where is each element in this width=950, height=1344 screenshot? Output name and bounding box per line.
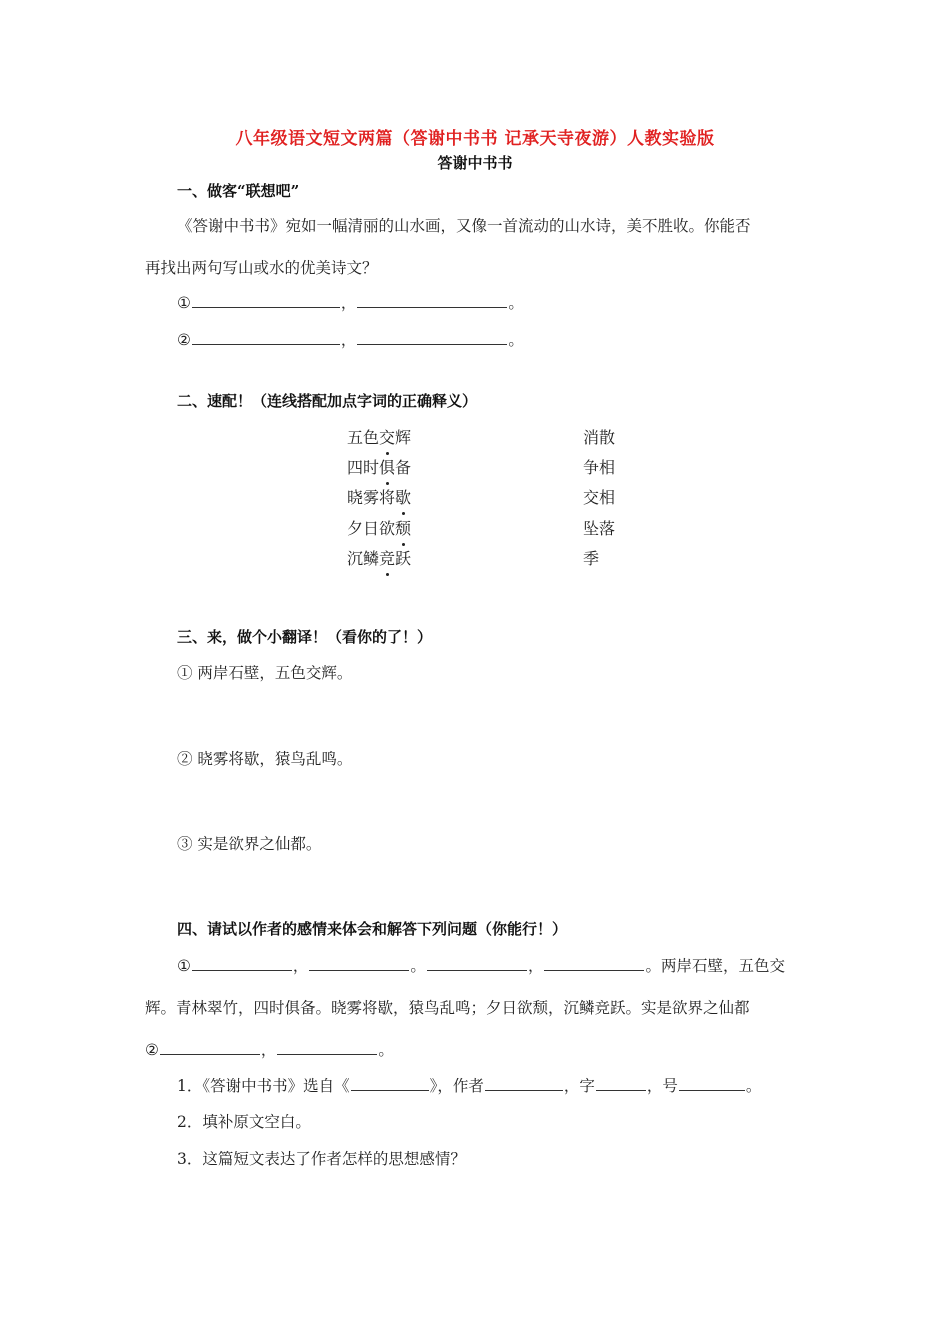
emphasis-dot-char: 俱 — [379, 455, 395, 478]
match-right-item[interactable]: 交相 — [583, 488, 616, 507]
match-left-item[interactable]: 晓雾将歇 — [347, 485, 411, 508]
circled-number-2: ② — [145, 1041, 159, 1059]
match-right-item[interactable]: 坠落 — [583, 519, 616, 538]
match-left-item[interactable]: 四时俱备 — [347, 455, 411, 478]
blank-field[interactable] — [544, 956, 644, 971]
section4-fill-line-3[interactable]: ② ， 。 — [145, 1041, 394, 1059]
translation-item: ① 两岸石壁，五色交辉。 — [177, 664, 353, 682]
period: 。 — [508, 294, 524, 312]
emphasis-dot-char: 竞 — [379, 546, 395, 569]
comma: ， — [340, 331, 357, 349]
section4-text-line-2: 辉。青林翠竹，四时俱备。晓雾将歇，猿鸟乱鸣；夕日欲颓，沉鳞竞跃。实是欲界之仙都 — [145, 999, 750, 1017]
emphasis-dot-char: 交 — [379, 425, 395, 448]
emphasis-dot-char: 歇 — [395, 485, 411, 508]
section4-fill-line-1[interactable]: ① ， 。 ， 。两岸石壁，五色交 — [177, 957, 785, 975]
emphasis-dot-char: 颓 — [395, 516, 411, 539]
section1-answer-line-1[interactable] — [177, 291, 524, 313]
match-right-item[interactable]: 争相 — [583, 458, 616, 477]
match-right-item[interactable]: 季 — [583, 549, 600, 568]
blank-field[interactable] — [351, 1076, 429, 1091]
circled-number-1: ① — [177, 294, 191, 312]
blank-field[interactable] — [160, 1040, 260, 1055]
question-3: 3．这篇短文表达了作者怎样的思想感情？ — [177, 1150, 466, 1168]
blank-field[interactable] — [192, 293, 340, 308]
section3-heading: 三、来，做个小翻译！（看你的了！） — [177, 628, 433, 646]
section2-heading: 二、速配！（连线搭配加点字词的正确释义） — [177, 392, 478, 410]
blank-field[interactable] — [192, 956, 292, 971]
comma: ， — [340, 294, 357, 312]
blank-field[interactable] — [679, 1076, 745, 1091]
blank-field[interactable] — [485, 1076, 563, 1091]
period: 。 — [508, 331, 524, 349]
blank-field[interactable] — [309, 956, 409, 971]
translation-item: ③ 实是欲界之仙都。 — [177, 835, 322, 853]
section1-paragraph-line2: 再找出两句写山或水的优美诗文？ — [145, 259, 378, 277]
section1-paragraph-line1: 《答谢中书书》宛如一幅清丽的山水画，又像一首流动的山水诗，美不胜收。你能否 — [177, 217, 751, 235]
question-1[interactable]: 1．《答谢中书书》选自《 》，作者 ，字 ，号 。 — [177, 1077, 762, 1095]
section1-heading: 一、做客“联想吧” — [177, 182, 300, 200]
blank-field[interactable] — [192, 330, 340, 345]
match-left-item[interactable]: 沉鳞竞跃 — [347, 546, 411, 569]
blank-field[interactable] — [277, 1040, 377, 1055]
section4-heading: 四、请试以作者的感情来体会和解答下列问题（你能行！） — [177, 920, 568, 938]
translation-item: ② 晓雾将歇，猿鸟乱鸣。 — [177, 750, 353, 768]
blank-field[interactable] — [357, 293, 507, 308]
match-left-item[interactable]: 五色交辉 — [347, 425, 411, 448]
blank-field[interactable] — [596, 1076, 646, 1091]
circled-number-1: ① — [177, 957, 191, 975]
match-left-item[interactable]: 夕日欲颓 — [347, 516, 411, 539]
question-2: 2．填补原文空白。 — [177, 1113, 311, 1131]
blank-field[interactable] — [427, 956, 527, 971]
document-subtitle: 答谢中书书 — [437, 154, 513, 172]
blank-field[interactable] — [357, 330, 507, 345]
section1-answer-line-2[interactable] — [177, 328, 524, 350]
circled-number-2: ② — [177, 331, 191, 349]
match-right-item[interactable]: 消散 — [583, 428, 616, 447]
document-title: 八年级语文短文两篇（答谢中书书 记承天寺夜游）人教实验版 — [235, 129, 715, 149]
